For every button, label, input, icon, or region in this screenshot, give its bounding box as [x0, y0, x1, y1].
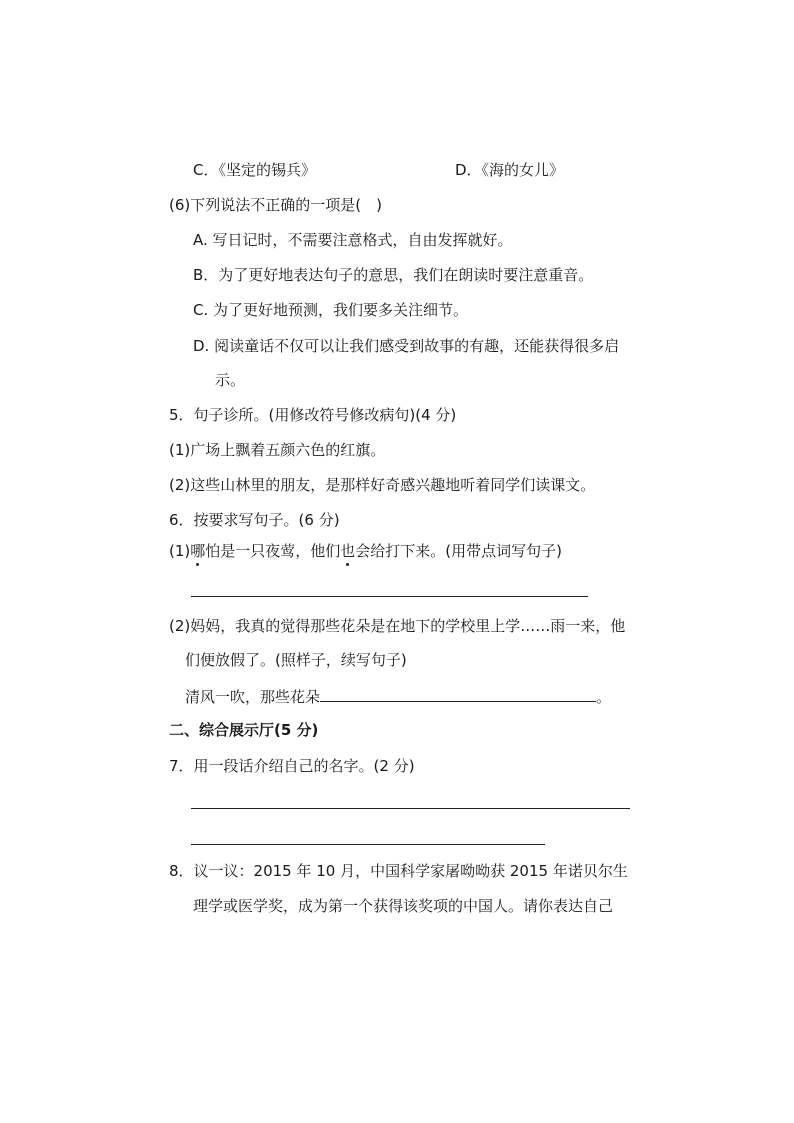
q4-6-option-b: B．为了更好地表达句子的意思，我们在朗读时要注意重音。: [193, 266, 594, 284]
answer-line-6-1[interactable]: [191, 596, 588, 597]
q4-6-option-d-line1: D. 阅读童话不仅可以让我们感受到故事的有趣，还能获得很多启: [193, 337, 620, 355]
question-6-sentence-2-line2: 们便放假了。(照样子，续写句子): [185, 651, 407, 669]
section-2-heading: 二、综合展示厅(5 分): [169, 721, 319, 739]
sentence-number: (1): [169, 542, 191, 560]
continuation-prompt: 清风一吹，那些花朵: [185, 688, 321, 706]
q4-6-option-d-line2: 示。: [215, 371, 246, 389]
emphasis-char-2: 也: [340, 542, 356, 560]
option-d: D．《海的女儿》: [455, 161, 565, 179]
answer-line-6-2[interactable]: [320, 686, 596, 702]
question-5-title: 5．句子诊所。(用修改符号修改病句)(4 分): [169, 406, 457, 424]
question-6-sentence-2-line1: (2)妈妈，我真的觉得那些花朵是在地下的学校里上学……雨一来，他: [169, 617, 626, 635]
q4-6-option-a: A. 写日记时，不需要注意格式，自由发挥就好。: [193, 231, 513, 249]
sentence-text-rest: 会给打下来。(用带点词写句子): [355, 542, 563, 560]
question-6-title: 6．按要求写句子。(6 分): [169, 511, 340, 529]
question-6-sentence-1: [169, 541, 562, 561]
emphasis-char-1: 哪: [190, 542, 206, 560]
sentence-text: 怕是一只夜莺，他们: [205, 542, 341, 560]
question-5-sentence-2: (2)这些山林里的朋友，是那样好奇感兴趣地听着同学们读课文。: [169, 476, 596, 494]
answer-line-7-1[interactable]: [191, 808, 630, 809]
question-5-sentence-1: (1)广场上飘着五颜六色的红旗。: [169, 441, 386, 459]
question-8-line2: 理学或医学奖，成为第一个获得该奖项的中国人。请你表达自己: [193, 897, 614, 915]
question-6-continuation: [185, 686, 611, 707]
q4-6-option-c: C. 为了更好地预测，我们要多关注细节。: [193, 301, 469, 319]
question-8-line1: 8．议一议：2015 年 10 月，中国科学家屠呦呦获 2015 年诺贝尔生: [169, 862, 628, 880]
period: 。: [596, 688, 612, 706]
question-7-title: 7．用一段话介绍自己的名字。(2 分): [169, 757, 415, 775]
answer-line-7-2[interactable]: [191, 844, 545, 845]
option-c: C．《坚定的锡兵》: [193, 161, 316, 179]
question-4-6-stem: (6)下列说法不正确的一项是( ): [169, 196, 382, 214]
